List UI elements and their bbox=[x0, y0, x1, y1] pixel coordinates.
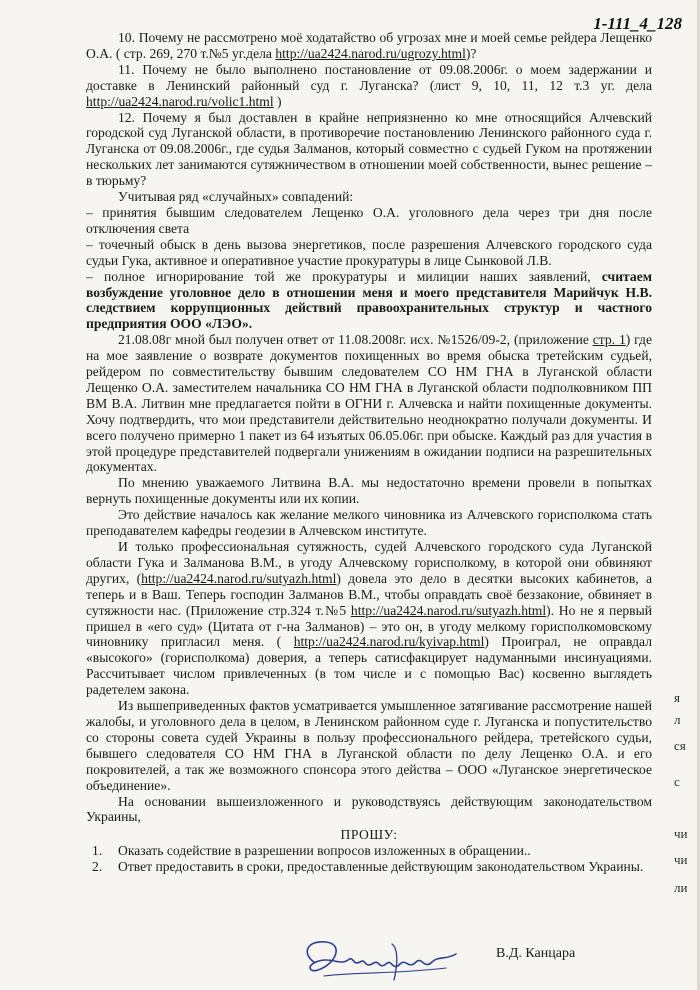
url-link[interactable]: http://ua2424.narod.ru/sutyazh.html bbox=[350, 602, 547, 618]
text-segment: – точечный обыск в день вызова энергетиков, после разрешения Алчевского городского суда судьи Гука, активное и оперативное участие прокуратуры в лице Сынковой Л.В. bbox=[86, 236, 652, 268]
text-segment: ) где на мое заявление о возврате документов похищенных во время обыска третейским судьей, рейдером по совместительству бывшим следователем СО НМ ГНА в Луганской области Лещенко О.А. заместителем начальника СО НМ ГНА в Луганской области подполковником ПП ВМ В.А. Литвин мне предлагается пойти в ОГНИ г. Алчевска и найти похищенные документы. Хочу подтвердить, что мои представители действительно неоднократно получали документы. И всего получено примерно 1 пакет из 64 изъятых 06.05.06г. при обыске. Каждый раз для участия в этой процедуре представителей подвергали унижениям в ожидании подписи на разрешительных документах. bbox=[86, 332, 652, 475]
text-segment: И только профессиональная сутяжность, судей Алчевского городского суда Луганской области Гука и Залманова В.М., в угоду Алчевскому горисполкому, в которой они обвиняют других, ( bbox=[86, 539, 652, 586]
text-segment: ) bbox=[273, 93, 282, 109]
request-text: Оказать содействие в разрешении вопросов изложенных в обращении.. bbox=[118, 843, 531, 859]
paragraph bbox=[86, 110, 652, 190]
paragraph bbox=[86, 507, 652, 539]
paragraph bbox=[86, 794, 652, 826]
margin-fragment: я bbox=[674, 690, 680, 705]
request-text: Ответ предоставить в сроки, предоставленные действующим законодательством Украины. bbox=[118, 859, 644, 875]
bold-statement: считаем возбуждение уголовное дело в отношении меня и моего представителя Марийчук Н.В. следствием коррупционных действий правоохранительных структур и частного предприятия ООО «ЛЭО». bbox=[86, 268, 652, 332]
text-segment: На основании вышеизложенного и руководствуясь действующим законодательством Украины, bbox=[86, 793, 652, 825]
margin-fragment: чи bbox=[674, 852, 688, 867]
text-segment: Учитывая ряд «случайных» совпадений: bbox=[118, 189, 354, 205]
paragraph bbox=[86, 698, 652, 793]
text-segment: 12. Почему я был доставлен в крайне неприязненно ко мне относящийся Алчевский городской суд Луганской области, в противоречие постановлению Ленинского районного суда г. Луганска от 09.08.2006г., где судья Залманов, который совместно с судьей Гуком на протяжении нескольких лет занимаются сутяжничеством в отношении моей собственности, вынес решение – в тюрьму? bbox=[86, 109, 652, 189]
request-item bbox=[86, 859, 652, 875]
paragraph bbox=[86, 475, 652, 507]
text-segment: 21.08.08г мной был получен ответ от 11.08.2008г. исх. №1526/09-2, (приложение bbox=[118, 332, 593, 348]
url-link[interactable]: http://ua2424.narod.ru/ugrozy.html bbox=[275, 45, 466, 61]
text-segment: Это действие началось как желание мелкого чиновника из Алчевского горисполкома стать преподавателем кафедры геодезии в Алчевском институте. bbox=[86, 507, 652, 539]
paragraph bbox=[86, 269, 652, 333]
text-segment: – принятия бывшим следователем Лещенко О.А. уголовного дела через три дня после отключения света bbox=[86, 204, 652, 236]
paragraph bbox=[86, 62, 652, 110]
paragraph bbox=[86, 189, 652, 205]
paragraph bbox=[86, 237, 652, 269]
request-heading: ПРОШУ: bbox=[340, 827, 398, 843]
document-id: 1-111_4_128 bbox=[593, 14, 682, 33]
handwritten-signature bbox=[296, 932, 466, 984]
text-segment: 11. Почему не было выполнено постановление от 09.08.2006г. о моем задержании и доставке в Ленинский районный суд г. Луганска? (лист 9, 10, 11, 12 т.3 уг. дела bbox=[86, 61, 652, 93]
url-link[interactable]: http://ua2424.narod.ru/kyivap.html bbox=[293, 634, 485, 650]
text-segment: ). Но не я первый пришел в «его суд» (Цитата от г-на Залманов) – это он, в угоду мелкому горисполкомовскому чиновнику пригласил меня. ( bbox=[86, 602, 652, 650]
paragraph bbox=[86, 539, 652, 698]
text-segment: ) довела это дело в десятки высоких кабинетов, а теперь и в Ваш. Теперь господин Залманов В.М., чтобы оправдать своё беззаконие, обвиняет в сутяжности нас. (Приложение стр.324 т.№5 bbox=[86, 570, 652, 618]
margin-fragment: ся bbox=[674, 738, 686, 753]
paragraph bbox=[86, 332, 652, 475]
paragraph bbox=[86, 205, 652, 237]
request-item bbox=[86, 843, 652, 859]
text-segment: )? bbox=[465, 45, 477, 61]
signer-name: В.Д. Канцара bbox=[496, 946, 576, 961]
request-list bbox=[86, 843, 652, 875]
request-number: 1. bbox=[92, 843, 103, 859]
text-segment: – полное игнорирование той же прокуратуры и милиции наших заявлений, bbox=[86, 268, 602, 284]
letter-body bbox=[86, 30, 652, 875]
text-segment: ) Проиграл, не оправдал «высокого» (горисполкома) доверия, а теперь сатисфакцирует надуманными инсинуациями. Рассчитывает числом привлеченных (в том числе и с помощью Вас) косвенно выглядеть радетелем закона. bbox=[86, 634, 652, 698]
text-segment: Из вышеприведенных фактов усматривается умышленное затягивание рассмотрение нашей жалобы, и уголовного дела в целом, в Ленинском районном суде г. Луганска и попустительство со стороны совета судей Украины в пользу профессионального рейдера, третейского судьи, бывшего следователя СО НМ ГНА в Луганской области по делу Лещенко О.А. и его покровителей, а так же возможного спонсора этого действа – ООО «Луганское энергетическое объединение». bbox=[86, 698, 652, 793]
url-link[interactable]: стр. 1 bbox=[592, 332, 626, 348]
text-segment: По мнению уважаемого Литвина В.А. мы недостаточно времени провели в попытках вернуть похищенные документы или их копии. bbox=[86, 475, 652, 507]
url-link[interactable]: http://ua2424.narod.ru/sutyazh.html bbox=[141, 570, 337, 586]
margin-fragment: л bbox=[674, 712, 681, 727]
margin-fragment: ли bbox=[674, 880, 688, 895]
request-number: 2. bbox=[92, 859, 103, 875]
paragraph bbox=[86, 30, 652, 62]
url-link[interactable]: http://ua2424.narod.ru/volic1.html bbox=[86, 93, 274, 109]
margin-fragment: чи bbox=[674, 826, 688, 841]
margin-fragment: с bbox=[674, 774, 680, 789]
text-segment: 10. Почему не рассмотрено моё ходатайство об угрозах мне и моей семье рейдера Лещенко О.А. ( стр. 269, 270 т.№5 уг.дела bbox=[86, 30, 652, 61]
